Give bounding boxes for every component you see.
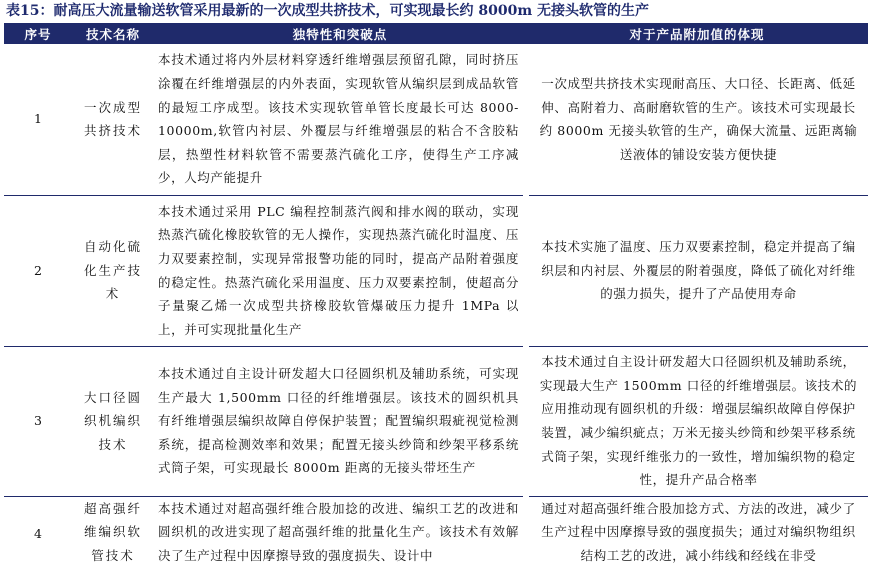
row-feature: 本技术通过对超高强纤维合股加捻的改进、编织工艺的改进和圆织机的改进实现了超高强纤维的批量化生产。该技术有效解决了生产过程中因摩擦导致的强度损失、设计中 (158, 500, 519, 563)
row-value: 本技术通过自主设计研发超大口径圆织机及辅助系统，实现最大生产 1500mm 口径的纤维增强层。该技术的应用推动现有圆织机的升级：增强层编织故障自停保护装置，减少编织疵点；万米无接头纱筒和纱架平移系统式筒子架，实现纤维张力的一致性，增加编织物的稳定性，提升产品合格率 (526, 346, 868, 496)
header-num: 序号 (24, 26, 52, 42)
table-title: 表15：耐高压大流量输送软管采用最新的一次成型共挤技术，可实现最长约 8000m 无接头软管的生产 (6, 3, 650, 19)
row-feature: 本技术通过将内外层材料穿透纤维增强层预留孔隙，同时挤压涂覆在纤维增强层的内外表面，实现软管从编织层到成品软管的最短工序成型。该技术实现软管单管长度最长可达 8000-10000m,软管内衬层、外覆层与纤维增强层的粘合不含胶粘层，热塑性材料软管不需要蒸汽硫化工序，使得生产工序减少，人均产能提升 (154, 44, 526, 195)
data-table (4, 23, 868, 572)
row-feature: 本技术通过自主设计研发超大口径圆织机及辅助系统，可实现生产最大 1,500mm 口径的纤维增强层。该技术的圆织机具有纤维增强层编织故障自停保护装置；配置编织瑕疵视觉检测系统，提高检测效率和效果；配置无接头纱筒和纱架平移系统式筒子架，可实现最长 8000m 距离的无接头带坯生产 (154, 346, 526, 496)
row-feature: 本技术通过采用 PLC 编程控制蒸汽阀和排水阀的联动，实现热蒸汽硫化橡胶软管的无人操作，实现热蒸汽硫化时温度、压力双要素控制，实现异常报警功能的同时，提高产品附着强度的稳定性。热蒸汽硫化采用温度、压力双要素控制，使超高分子量聚乙烯一次成型共挤橡胶软管爆破压力提升 1MPa 以上，并可实现批量化生产 (154, 195, 526, 346)
row-num: 3 (4, 346, 72, 496)
table-row (4, 496, 868, 572)
row-name: 一次成型共挤技术 (72, 44, 154, 195)
header-name: 技术名称 (85, 26, 140, 42)
row-value: 本技术实施了温度、压力双要素控制，稳定并提高了编织层和内衬层、外覆层的附着强度，降低了硫化对纤维的强力损失，提升了产品使用寿命 (526, 195, 868, 346)
row-num: 1 (4, 44, 72, 195)
table-header-row (4, 23, 868, 44)
table-row (4, 346, 868, 496)
table-row (4, 195, 868, 346)
row-num: 2 (4, 195, 72, 346)
row-name: 自动化硫化生产技术 (72, 195, 154, 346)
row-value: 一次成型共挤技术实现耐高压、大口径、长距离、低延伸、高附着力、高耐磨软管的生产。该技术可实现最长约 8000m 无接头软管的生产，确保大流量、远距离输送液体的铺设安装方便快捷 (526, 44, 868, 195)
header-value: 对于产品附加值的体现 (629, 26, 765, 42)
row-num: 4 (34, 526, 42, 542)
table-row (4, 44, 868, 195)
row-name: 超高强纤维编织软管技术 (83, 500, 142, 563)
row-name: 大口径圆织机编织技术 (72, 346, 154, 496)
header-feature: 独特性和突破点 (292, 26, 388, 42)
row-value: 通过对超高强纤维合股加捻方式、方法的改进，减少了生产过程中因摩擦导致的强度损失；通过对编织物组织结构工艺的改进，减小纬线和经线在非受 (526, 496, 868, 572)
